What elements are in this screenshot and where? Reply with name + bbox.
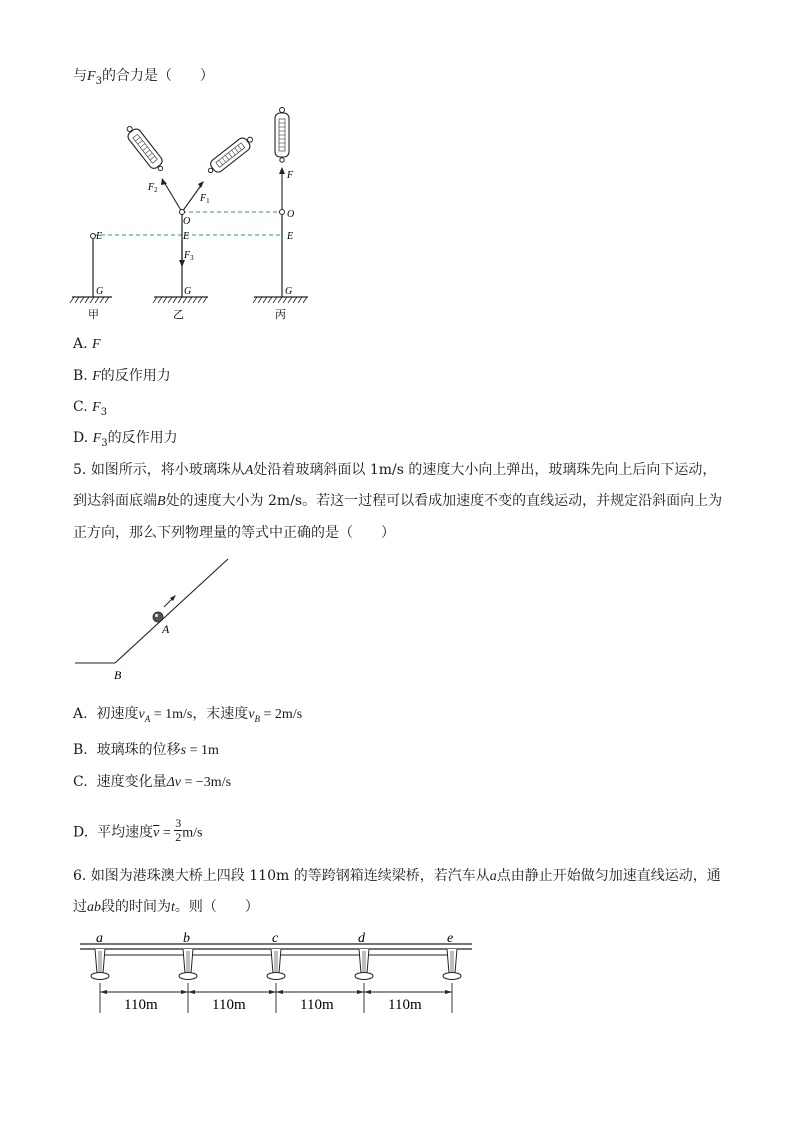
- label-g-bing: G: [285, 286, 293, 297]
- q5-stem-line1: 5. 如图所示，将小玻璃珠从A处沿着玻璃斜面以 1m/s 的速度大小向上弹出，玻璃珠先向上后向下运动，: [73, 462, 717, 478]
- label-e-bing: E: [287, 231, 294, 242]
- fraction-3-2: $\frac{3}{2}$: [175, 816, 182, 844]
- bridge-piers: [91, 949, 461, 980]
- q4-option-b: B. F的反作用力: [73, 368, 171, 384]
- label-b: B: [114, 668, 122, 682]
- span-bc: 110m: [212, 997, 246, 1013]
- bridge-pier: [267, 949, 285, 980]
- q5-stem-line2: 到达斜面底端B处的速度大小为 2m/s。若这一过程可以看成加速度不变的直线运动，并规定沿斜面向上为: [73, 493, 723, 509]
- spring-scale-f1: [205, 133, 257, 178]
- label-f1: $F_1$: [200, 193, 210, 205]
- label-o-bing: O: [287, 209, 295, 220]
- point-d: d: [358, 931, 365, 946]
- stand-bing: [253, 108, 308, 304]
- q5-option-c: C. 速度变化量Δv = −3m/s: [73, 774, 232, 790]
- q4-stem-var: F: [87, 69, 96, 84]
- bridge-pier: [443, 949, 461, 980]
- q5-figure: [70, 555, 240, 685]
- q4-stem-sub: 3: [95, 75, 102, 87]
- point-a: a: [96, 931, 103, 946]
- spring-scale-f: [275, 108, 289, 163]
- bridge-pier: [355, 949, 373, 980]
- caption-bing: 丙: [275, 308, 286, 321]
- span-cd: 110m: [300, 997, 334, 1013]
- q4-option-d: D. $F_3$的反作用力: [73, 430, 178, 449]
- label-g-yi: G: [184, 286, 192, 297]
- caption-yi: 乙: [173, 308, 184, 321]
- point-b: b: [183, 931, 190, 946]
- q4-stem-prefix: 与: [73, 68, 87, 84]
- q4-option-c: C. $F_3$: [73, 399, 108, 418]
- label-o-yi: O: [183, 216, 191, 227]
- label-a: A: [162, 622, 170, 636]
- span-ab: 110m: [124, 997, 158, 1013]
- spring-scale-f2: [123, 123, 168, 175]
- label-f3: $F_3$: [184, 250, 194, 262]
- stand-jia: [70, 231, 112, 303]
- bridge-pier: [179, 949, 197, 980]
- q4-option-a: A. F: [73, 336, 101, 352]
- glass-bead: [153, 612, 163, 622]
- label-f: F: [287, 170, 294, 181]
- point-e: e: [447, 931, 454, 946]
- q6-stem-line1: 6. 如图为港珠澳大桥上四段 110m 的等跨钢箱连续梁桥，若汽车从a点由静止开始做匀加速直线运动，通: [73, 868, 721, 884]
- q5-stem-line3: 正方向，那么下列物理量的等式中正确的是（ ）: [73, 525, 395, 541]
- q4-stem: [73, 67, 214, 91]
- caption-jia: 甲: [88, 308, 99, 321]
- label-e-yi: E: [183, 231, 190, 242]
- span-de: 110m: [388, 997, 422, 1013]
- point-c: c: [272, 931, 279, 946]
- incline: [115, 559, 228, 663]
- q6-stem-line2: 过ab段的时间为t。则（ ）: [73, 899, 259, 915]
- q4-stem-suffix: 的合力是（ ）: [101, 68, 214, 84]
- q4-figure: [60, 100, 320, 325]
- q6-figure: [70, 925, 490, 1020]
- stand-yi: [123, 123, 257, 303]
- label-e-jia: E: [96, 231, 103, 242]
- bridge-pier: [91, 949, 109, 980]
- q5-option-a: A. 初速度$v_A = 1m/s$，末速度$v_B = 2m/s$: [73, 706, 303, 724]
- label-f2: $F_2$: [148, 182, 158, 194]
- label-g-jia: G: [96, 286, 104, 297]
- q5-option-d: D. 平均速度$\overline{v}$ = $\frac{3}{2}$ m/s: [73, 816, 203, 844]
- q5-option-b: B. 玻璃珠的位移s = 1m: [73, 742, 219, 758]
